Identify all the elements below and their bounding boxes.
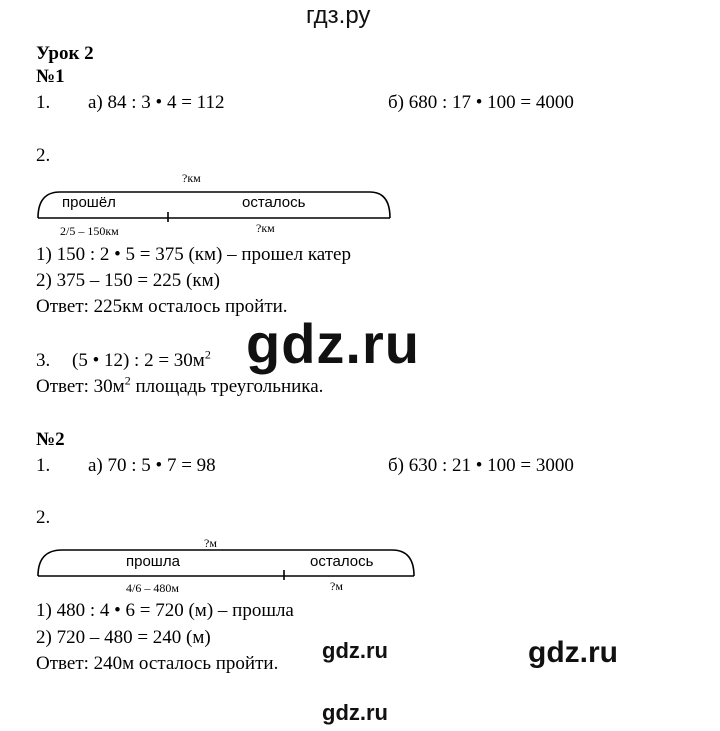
diagram1-left-below: 2/5 – 150км <box>60 224 119 238</box>
diagram2-left-below: 4/6 – 480м <box>126 581 179 595</box>
task1-item3-answer <box>36 373 324 398</box>
diagram2-right-label: осталось <box>310 553 374 570</box>
task1-item3-num: 3. <box>36 350 51 371</box>
diagram1-right-label: осталось <box>242 194 306 211</box>
diagram2-left-label: прошла <box>126 553 180 570</box>
task1-item1-b: б) 680 : 17 • 100 = 4000 <box>388 92 574 113</box>
task1-item3-answer-post: площадь треугольника. <box>130 376 324 397</box>
watermark-mid: gdz.ru <box>322 638 388 663</box>
task1-item2-line2: 2) 375 – 150 = 225 (км) <box>36 270 220 291</box>
task2-item2-line2: 2) 720 – 480 = 240 (м) <box>36 627 211 648</box>
diagram2-right-below: ?м <box>330 579 343 593</box>
watermark-big: gdz.ru <box>246 312 420 375</box>
task1-item2-num: 2. <box>36 145 51 166</box>
diagram1-right-below: ?км <box>256 221 275 235</box>
task1-item1-num: 1. <box>36 92 51 113</box>
watermark-bottom: gdz.ru <box>322 700 388 725</box>
task1-item3-expr <box>72 347 211 372</box>
diagram1-left-label: прошёл <box>62 194 116 211</box>
diagram1-total-label: ?км <box>182 171 201 185</box>
diagram2-total-label: ?м <box>204 536 217 550</box>
task2-item2-num: 2. <box>36 507 51 528</box>
task1-item3-answer-sup: 2 <box>124 373 131 388</box>
task2-item2-line1: 1) 480 : 4 • 6 = 720 (м) – прошла <box>36 600 294 621</box>
task2-item1-a: а) 70 : 5 • 7 = 98 <box>88 455 216 476</box>
task2-item1-num: 1. <box>36 455 51 476</box>
task1-item3-expr-text: (5 • 12) : 2 = 30м <box>72 350 205 371</box>
task1-number: №1 <box>36 66 65 87</box>
task1-item3-expr-sup: 2 <box>204 347 211 362</box>
task2-item1-b: б) 630 : 21 • 100 = 3000 <box>388 455 574 476</box>
task1-item1-a: а) 84 : 3 • 4 = 112 <box>88 92 225 113</box>
lesson-title: Урок 2 <box>36 43 94 64</box>
watermark-right: gdz.ru <box>528 636 618 669</box>
task1-item2-answer: Ответ: 225км осталось пройти. <box>36 296 288 317</box>
task2-item2-answer: Ответ: 240м осталось пройти. <box>36 653 279 674</box>
task1-item2-line1: 1) 150 : 2 • 5 = 375 (км) – прошел катер <box>36 244 351 265</box>
site-header: гдз.ру <box>306 2 371 29</box>
task2-number: №2 <box>36 429 65 450</box>
task1-item3-answer-pre: Ответ: 30м <box>36 376 125 397</box>
